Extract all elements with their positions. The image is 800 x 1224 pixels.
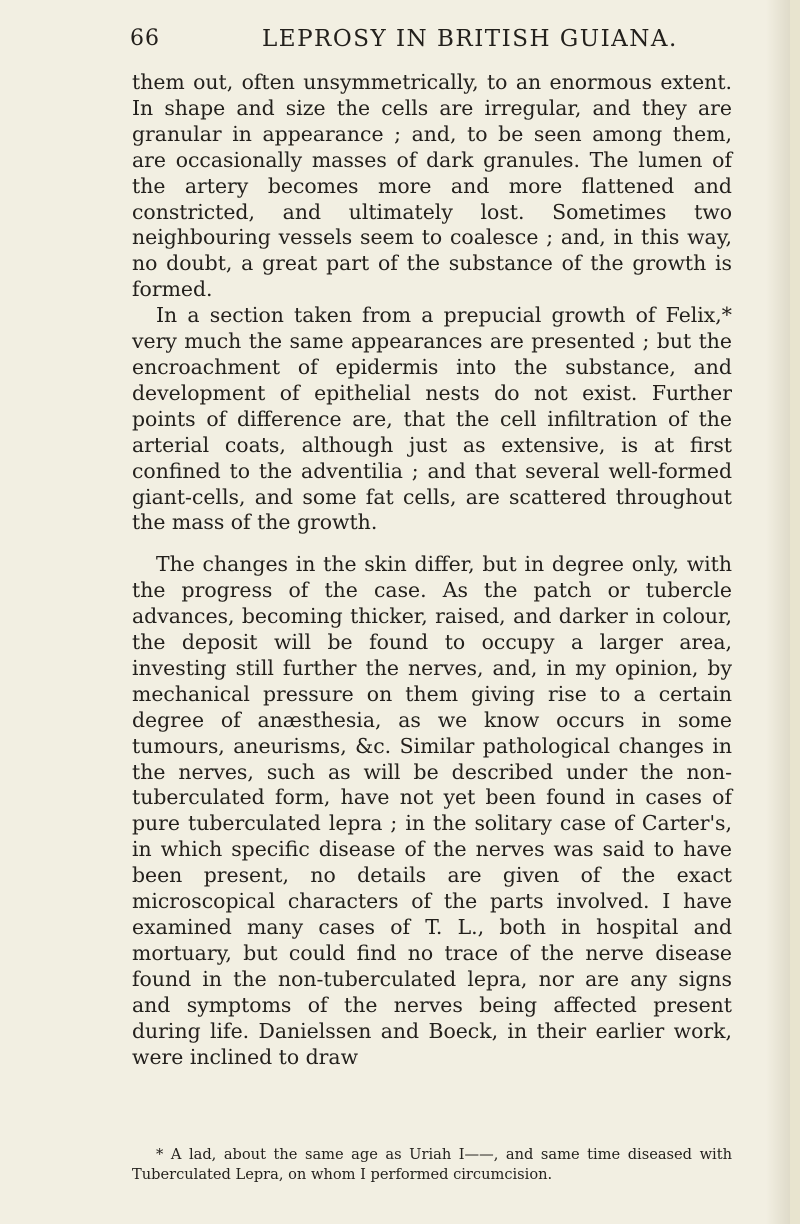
- paragraph-skin-changes: The changes in the skin differ, but in degree only, with the progress of the case. As the patch or tubercle advances, becoming thicker, raised, and darker in colour, the deposit will be found to occupy a larger area, investing still further the nerves, and, in my opinion, by mechanical pressure on them giving rise to a certain degree of anæsthesia, as we know occurs in some tumours, aneurisms, &c. Similar pathological changes in the nerves, such as will be described under the non-tuberculated form, have not yet been found in cases of pure tuberculated lepra ; in the solitary case of Carter's, in which specific disease of the nerves was said to have been present, no details are given of the exact microscopical characters of the parts involved. I have examined many cases of T. L., both in hospital and mortuary, but could find no trace of the nerve disease found in the non-tuberculated lepra, nor are any signs and symptoms of the nerves being affected present during life. Danielssen and Boeck, in their earlier work, were inclined to draw: [132, 552, 732, 1069]
- body-text: [132, 70, 732, 1070]
- page-header: [0, 26, 790, 62]
- scan-margin: [790, 0, 800, 1224]
- paragraph-continuation: them out, often unsymmetrically, to an enormous extent. In shape and size the cells are irregular, and they are granular in appearance ; and, to be seen among them, are occasionally masses of dark granules. The lumen of the artery becomes more and more flattened and constricted, and ultimately lost. Sometimes two neighbouring vessels seem to coalesce ; and, in this way, no doubt, a great part of the substance of the growth is formed.: [132, 70, 732, 302]
- running-title: LEPROSY IN BRITISH GUIANA.: [262, 26, 678, 52]
- page-number: 66: [130, 26, 160, 51]
- footnote: * A lad, about the same age as Uriah I——, and same time diseased with Tuberculated Lepra, on whom I performed circumcision.: [132, 1146, 732, 1183]
- page-edge-shadow: [766, 0, 790, 1224]
- paragraph-prepucial-growth: In a section taken from a prepucial growth of Felix,* very much the same appearances are presented ; but the encroachment of epidermis into the substance, and development of epithelial nests do not exist. Further points of difference are, that the cell infiltration of the arterial coats, although just as extensive, is at first confined to the adventilia ; and that several well-formed giant-cells, and some fat cells, are scattered throughout the mass of the growth.: [132, 303, 732, 535]
